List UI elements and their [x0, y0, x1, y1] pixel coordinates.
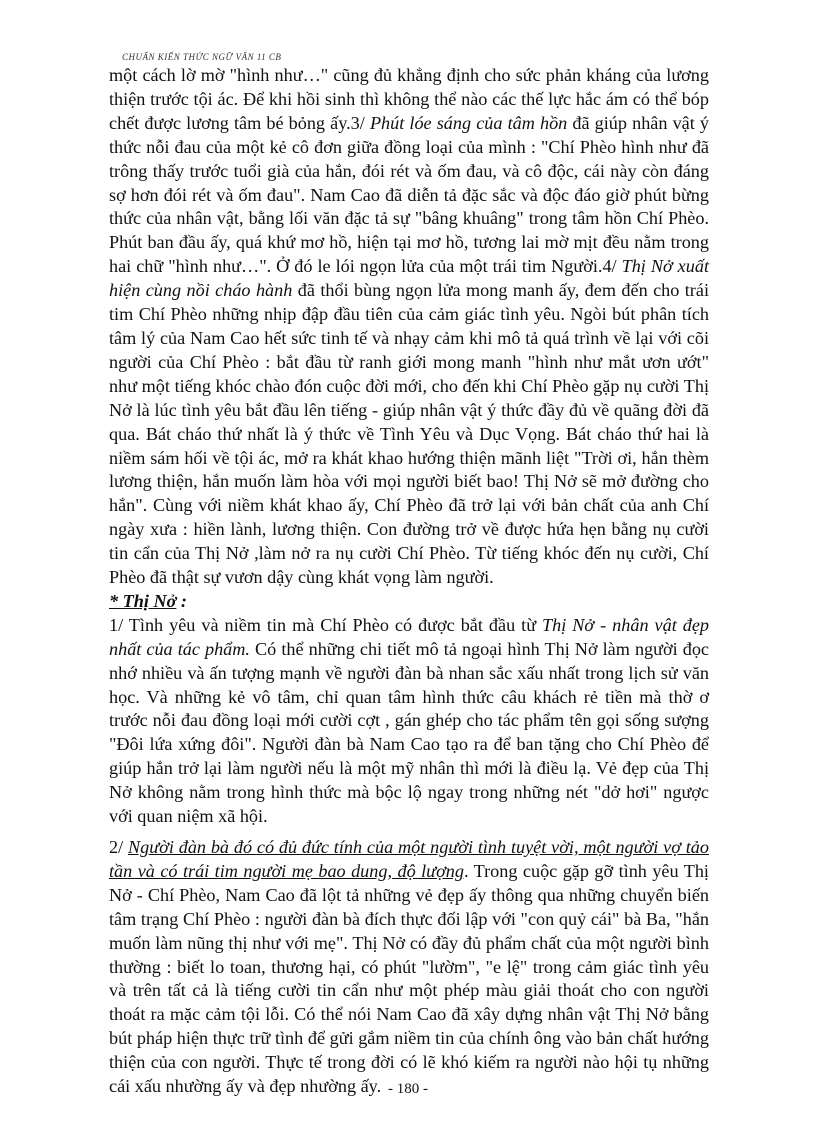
paragraph-thi-no-2: 2/ Người đàn bà đó có đủ đức tính của một người tình tuyệt vời, một người vợ tảo tần và có trái tim người mẹ bao dung, độ lượng. Trong cuộc gặp gỡ tình yêu Thị Nở - Chí Phèo, Nam Cao đã lột tả những vẻ đẹp ấy thông qua những chuyển biến tâm trạng Chí Phèo : người đàn bà đích thực đối lập với "con quỷ cái" bà Ba, "hắn muốn làm nũng thị như với mẹ". Thị Nở có đầy đủ phẩm chất của một người bình thường : biết lo toan, thương hại, có phút "lườm", "e lệ" trong cảm giác tình yêu và trên tất cả là tiếng cười tin cẩn như một phép màu giải thoát cho con người thoát ra mặc cảm tội lỗi. Có thể nói Nam Cao đã xây dựng nhân vật Thị Nở bằng bút pháp hiện thực trữ tình để gửi gắm niềm tin của chính ông vào bản chất hướng thiện của con người. Thực tế trong đời có lẽ khó kiếm ra người nào hội tụ những cái xấu nhường ấy và đẹp nhường ấy.	[109, 837, 709, 1097]
section-heading-thi-no: * Thị Nở :	[109, 590, 187, 611]
document-body	[109, 64, 709, 1099]
paragraph-chi-pheo: một cách lờ mờ "hình như…" cũng đủ khẳng định cho sức phản kháng của lương thiện trước tội ác. Để khi hồi sinh thì không thể nào các thế lực hắc ám có thể bóp chết được lương tâm bé bỏng ấy.3/ Phút lóe sáng của tâm hồn đã giúp nhân vật ý thức nỗi đau của một kẻ cô đơn giữa đồng loại của mình : "Chí Phèo hình như đã trông thấy trước tuổi già của hắn, đói rét và ốm đau, và cô độc, cái này còn đáng sợ hơn đói rét và ốm đau". Nam Cao đã diễn tả đặc sắc và độc đáo giờ phút bừng thức của nhân vật, bằng lối văn đặc tả sự "bâng khuâng" trong tâm hồn Chí Phèo. Phút ban đầu ấy, quá khứ mơ hồ, hiện tại mơ hồ, tương lai mờ mịt đều nằm trong hai chữ "hình như…". Ở đó le lói ngọn lửa của một trái tim Người.4/ Thị Nở xuất hiện cùng nồi cháo hành đã thổi bùng ngọn lửa mong manh ấy, đem đến cho trái tim Chí Phèo những nhịp đập đầu tiên của cảm giác tình yêu. Ngòi bút phân tích tâm lý của Nam Cao hết sức tinh tế và nhạy cảm khi mô tả quá trình về lại với cõi người của Chí Phèo : bắt đầu từ ranh giới mong manh "hình như mắt ươn ướt" như một tiếng khóc chào đón cuộc đời mới, cho đến khi Chí Phèo gặp nụ cười Thị Nở là lúc tình yêu bắt đầu lên tiếng - giúp nhân vật ý thức đầy đủ về quãng đời đã qua. Bát cháo thứ nhất là ý thức về Tình Yêu và Dục Vọng. Bát cháo thứ hai là niềm sám hối về tội ác, mở ra khát khao hướng thiện mãnh liệt "Trời ơi, hắn thèm lương thiện, hắn muốn làm hòa với mọi người biết bao! Thị Nở sẽ mở đường cho hắn". Cùng với niềm khát khao ấy, Chí Phèo đã trở lại với bản chất của anh Chí ngày xưa : hiền lành, lương thiện. Con đường trở về được hứa hẹn bằng nụ cười tin cẩn của Thị Nở ,làm nở ra nụ cười Chí Phèo. Từ tiếng khóc đến nụ cười, Chí Phèo đã thật sự vươn dậy cùng khát vọng làm người.	[109, 65, 709, 588]
running-header: CHUẨN KIẾN THỨC NGỮ VĂN 11 CB	[122, 52, 282, 62]
paragraph-thi-no-1: 1/ Tình yêu và niềm tin mà Chí Phèo có được bắt đầu từ Thị Nở - nhân vật đẹp nhất của tác phẩm. Có thể những chi tiết mô tả ngoại hình Thị Nở làm người đọc nhớ nhiều và ấn tượng mạnh về người đàn bà nhan sắc xấu nhất trong lịch sử văn học. Và những kẻ vô tâm, chỉ quan tâm hình thức câu khách rẻ tiền mà thờ ơ trước nỗi đau đồng loại mới cười cợt , gán ghép cho tác phẩm tên gọi sống sượng "Đôi lứa xứng đôi". Người đàn bà Nam Cao tạo ra để ban tặng cho Chí Phèo để giúp hắn trở lại làm người nếu là một mỹ nhân thì mới là điều lạ. Vẻ đẹp của Thị Nở không nằm trong hình thức mà bộc lộ ngay trong những nét "dở hơi" ngược với quan niệm xã hội.	[109, 614, 709, 827]
page-number: - 180 -	[388, 1081, 428, 1097]
